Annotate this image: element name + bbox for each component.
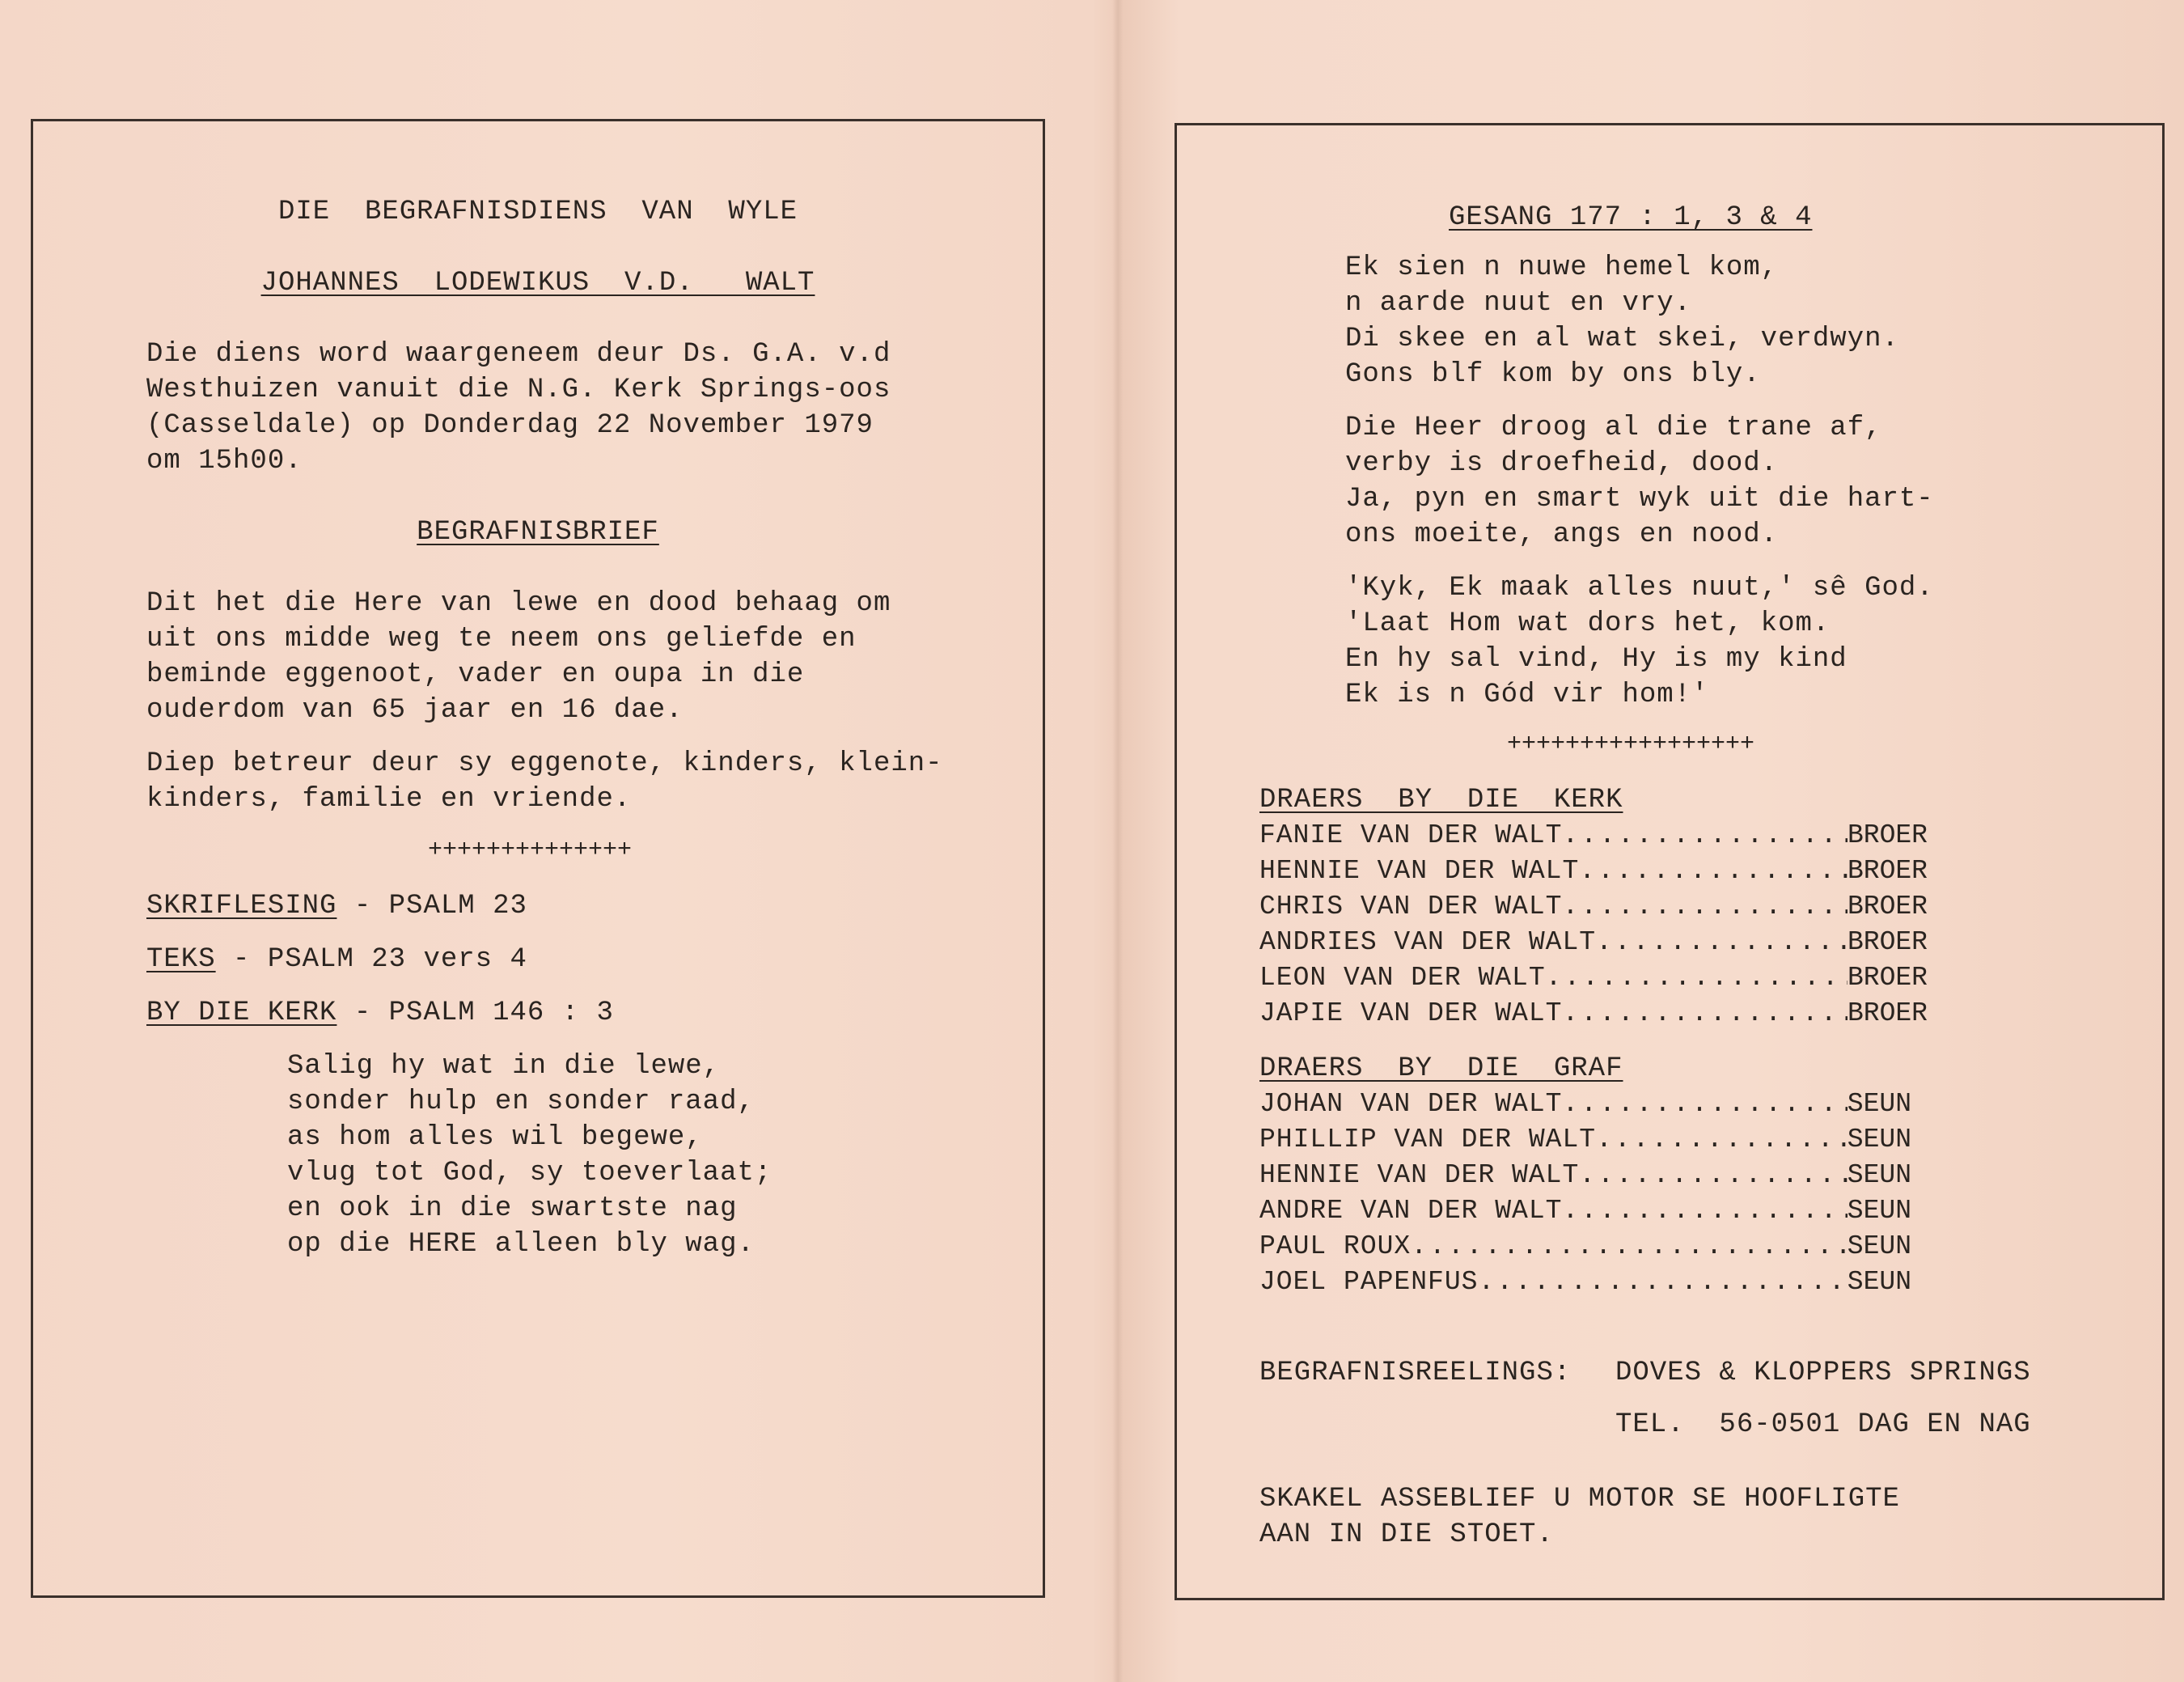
bearer-row bbox=[1259, 1122, 1911, 1158]
bearer-row bbox=[1259, 1193, 1911, 1229]
leader-dots bbox=[1562, 1087, 1847, 1122]
hymn-line: Di skee en al wat skei, verdwyn. bbox=[1345, 324, 1899, 354]
psalm-line: Salig hy wat in die lewe, bbox=[287, 1051, 721, 1082]
bearer-name: HENNIE VAN DER WALT bbox=[1259, 1160, 1580, 1190]
bearer-role: SEUN bbox=[1847, 1267, 1911, 1297]
bearer-row bbox=[1259, 1265, 1911, 1300]
bearer-name: HENNIE VAN DER WALT bbox=[1259, 856, 1580, 886]
right-page bbox=[1175, 123, 2165, 1600]
letter-line: uit ons midde weg te neem ons geliefde en bbox=[146, 624, 857, 655]
bearer-role: SEUN bbox=[1847, 1125, 1911, 1155]
leader-dots bbox=[1546, 960, 1848, 996]
psalm-line: as hom alles wil begewe, bbox=[287, 1122, 703, 1153]
bearer-role: SEUN bbox=[1847, 1089, 1911, 1119]
hymn-line: Ek is n Gód vir hom!' bbox=[1345, 680, 1709, 710]
scripture-reading-value: - PSALM 23 bbox=[336, 891, 527, 921]
mourn-line: kinders, familie en vriende. bbox=[146, 784, 632, 815]
letter-line: beminde eggenoot, vader en oupa in die bbox=[146, 659, 805, 690]
letter-line: ouderdom van 65 jaar en 16 dae. bbox=[146, 695, 684, 726]
hymn-line: ons moeite, angs en nood. bbox=[1345, 519, 1779, 550]
sermon-text-label: TEKS bbox=[146, 944, 216, 975]
bearer-role: BROER bbox=[1847, 963, 1928, 993]
mourn-line: Diep betreur deur sy eggenote, kinders, klein- bbox=[146, 748, 943, 779]
bearer-name: FANIE VAN DER WALT bbox=[1259, 820, 1563, 850]
notice-line: SKAKEL ASSEBLIEF U MOTOR SE HOOFLIGTE bbox=[1259, 1484, 1900, 1515]
psalm-line: vlug tot God, sy toeverlaat; bbox=[287, 1158, 772, 1188]
sermon-text bbox=[146, 942, 527, 977]
bearer-name: ANDRIES VAN DER WALT bbox=[1259, 927, 1597, 957]
bearer-row bbox=[1259, 889, 1928, 925]
separator: +++++++++++++++++ bbox=[1507, 731, 1755, 758]
bearers-grave-title: DRAERS BY DIE GRAF bbox=[1259, 1053, 1623, 1084]
hymn-line: n aarde nuut en vry. bbox=[1345, 288, 1692, 319]
bearer-row bbox=[1259, 854, 1928, 889]
leader-dots bbox=[1562, 889, 1848, 925]
deceased-name: JOHANNES LODEWIKUS V.D. WALT bbox=[260, 268, 815, 299]
hymn-line: 'Laat Hom wat dors het, kom. bbox=[1345, 608, 1831, 639]
church-psalm bbox=[146, 995, 614, 1031]
bearer-role: BROER bbox=[1847, 892, 1928, 921]
bearer-name: PHILLIP VAN DER WALT bbox=[1259, 1125, 1597, 1155]
separator: ++++++++++++++ bbox=[428, 837, 633, 864]
leader-dots bbox=[1562, 818, 1848, 854]
bearer-role: SEUN bbox=[1847, 1160, 1911, 1190]
leader-dots bbox=[1478, 1265, 1847, 1300]
bearer-row bbox=[1259, 818, 1928, 854]
service-heading: DIE BEGRAFNISDIENS VAN WYLE bbox=[277, 197, 798, 227]
sermon-text-value: - PSALM 23 vers 4 bbox=[215, 944, 527, 975]
arrangements-label: BEGRAFNISREELINGS: bbox=[1259, 1358, 1572, 1388]
service-line: Die diens word waargeneem deur Ds. G.A. v.d bbox=[146, 339, 891, 370]
leader-dots bbox=[1596, 1122, 1848, 1158]
psalm-line: en ook in die swartste nag bbox=[287, 1193, 738, 1224]
bearer-name: JOEL PAPENFUS bbox=[1259, 1267, 1479, 1297]
left-page bbox=[31, 119, 1045, 1598]
bearer-row bbox=[1259, 925, 1928, 960]
leader-dots bbox=[1411, 1229, 1848, 1265]
leader-dots bbox=[1579, 1158, 1848, 1193]
hymn-line: En hy sal vind, Hy is my kind bbox=[1345, 644, 1848, 675]
service-line: Westhuizen vanuit die N.G. Kerk Springs-oos bbox=[146, 375, 891, 405]
notice-line: AAN IN DIE STOET. bbox=[1259, 1519, 1554, 1550]
hymn-line: 'Kyk, Ek maak alles nuut,' sê God. bbox=[1345, 573, 1934, 604]
service-line: (Casseldale) op Donderdag 22 November 1979 bbox=[146, 410, 874, 441]
service-line: om 15h00. bbox=[146, 446, 303, 477]
hymn-line: Ek sien n nuwe hemel kom, bbox=[1345, 252, 1779, 283]
bearer-row bbox=[1259, 1229, 1911, 1265]
bearer-name: PAUL ROUX bbox=[1259, 1231, 1412, 1261]
psalm-line: sonder hulp en sonder raad, bbox=[287, 1087, 755, 1117]
bearer-role: SEUN bbox=[1847, 1196, 1911, 1226]
leader-dots bbox=[1596, 925, 1848, 960]
leader-dots bbox=[1579, 854, 1848, 889]
bearer-name: JAPIE VAN DER WALT bbox=[1259, 998, 1563, 1028]
hymn-line: verby is droefheid, dood. bbox=[1345, 448, 1779, 479]
scripture-reading bbox=[146, 888, 527, 924]
phone-number: TEL. 56-0501 DAG EN NAG bbox=[1615, 1409, 2031, 1440]
bearer-row bbox=[1259, 1087, 1911, 1122]
leader-dots bbox=[1562, 996, 1848, 1032]
hymn-title: GESANG 177 : 1, 3 & 4 bbox=[1449, 202, 1813, 233]
letter-title: BEGRAFNISBRIEF bbox=[417, 517, 659, 548]
psalm-line: op die HERE alleen bly wag. bbox=[287, 1229, 755, 1260]
bearers-church-title: DRAERS BY DIE KERK bbox=[1259, 785, 1623, 816]
bearer-name: CHRIS VAN DER WALT bbox=[1259, 892, 1563, 921]
bearer-role: BROER bbox=[1847, 820, 1928, 850]
letter-line: Dit het die Here van lewe en dood behaag om bbox=[146, 588, 891, 619]
bearer-role: SEUN bbox=[1847, 1231, 1911, 1261]
page-fold bbox=[1112, 0, 1124, 1682]
bearer-name: ANDRE VAN DER WALT bbox=[1259, 1196, 1563, 1226]
bearer-row bbox=[1259, 960, 1928, 996]
bearer-row bbox=[1259, 996, 1928, 1032]
bearer-name: LEON VAN DER WALT bbox=[1259, 963, 1546, 993]
bearer-role: BROER bbox=[1847, 927, 1928, 957]
bearer-name: JOHAN VAN DER WALT bbox=[1259, 1089, 1563, 1119]
scripture-reading-label: SKRIFLESING bbox=[146, 891, 337, 921]
hymn-line: Gons blf kom by ons bly. bbox=[1345, 359, 1761, 390]
bearer-role: BROER bbox=[1847, 856, 1928, 886]
bearer-role: BROER bbox=[1847, 998, 1928, 1028]
church-psalm-value: - PSALM 146 : 3 bbox=[336, 998, 614, 1028]
leader-dots bbox=[1562, 1193, 1847, 1229]
hymn-line: Ja, pyn en smart wyk uit die hart- bbox=[1345, 484, 1934, 515]
church-psalm-label: BY DIE KERK bbox=[146, 998, 337, 1028]
hymn-line: Die Heer droog al die trane af, bbox=[1345, 413, 1882, 443]
arrangements-value: DOVES & KLOPPERS SPRINGS bbox=[1615, 1358, 2031, 1388]
bearer-row bbox=[1259, 1158, 1911, 1193]
